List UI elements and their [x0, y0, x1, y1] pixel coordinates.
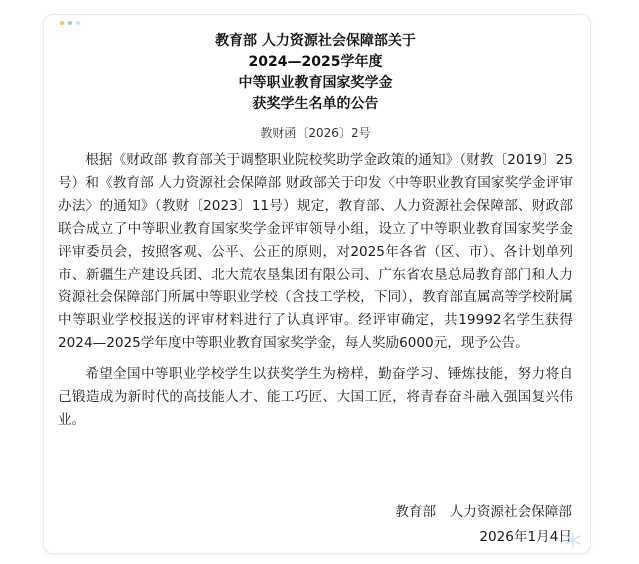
dot-yellow — [60, 21, 64, 25]
document-number: 教财函〔2026〕2号 — [260, 126, 371, 140]
signing-date: 2026年1月4日 — [479, 529, 572, 545]
title-line-2: 2024—2025学年度 — [248, 54, 383, 70]
title-line-3: 中等职业教育国家奖学金 — [238, 75, 393, 91]
dot-blue — [68, 21, 72, 25]
title-line-4: 获奖学生名单的公告 — [252, 96, 379, 112]
body-paragraph-2: 希望全国中等职业学校学生以获奖学生为榜样，勤奋学习、锤炼技能，努力将自己锻造成为新时代的高技能人才、能工巧匠、大国工匠，将青春奋斗融入强国复兴伟业。 — [58, 366, 573, 428]
notice-document — [58, 31, 573, 545]
title-line-1: 教育部 人力资源社会保障部关于 — [215, 33, 416, 49]
decorative-dots — [60, 21, 80, 25]
body-paragraph-1: 根据《财政部 教育部关于调整职业院校奖助学金政策的通知》（财教〔2019〕25号）和《教育部 人力资源社会保障部 财政部关于印发〈中等职业教育国家奖学金评审办法〉的通知》（教财〔2023〕11号）规定，教育部、人力资源社会保障部、财政部联合成立了中等职业教育国家奖学金评审领导小组，设立了中等职业教育国家奖学金评审委员会，按照客观、公平、公正的原则，对2025年各省（区、市）、各计划单列市、新疆生产建设兵团、北大荒农垦集团有限公司、广东省农垦总局教育部门和人力资源社会保障部门所属中等职业学校（含技工学校，下同），教育部直属高等学校附属中等职业学校报送的评审材料进行了认真评审。经评审确定，共19992名学生获得2024—2025学年度中等职业教育国家奖学金，每人奖励6000元，现予公告。 — [58, 152, 573, 352]
notice-title — [58, 31, 573, 115]
snowflake-corner-icon — [562, 531, 584, 549]
signer-organizations: 教育部 人力资源社会保障部 — [395, 504, 572, 520]
dot-light-blue — [76, 21, 80, 25]
notice-card — [43, 14, 591, 554]
